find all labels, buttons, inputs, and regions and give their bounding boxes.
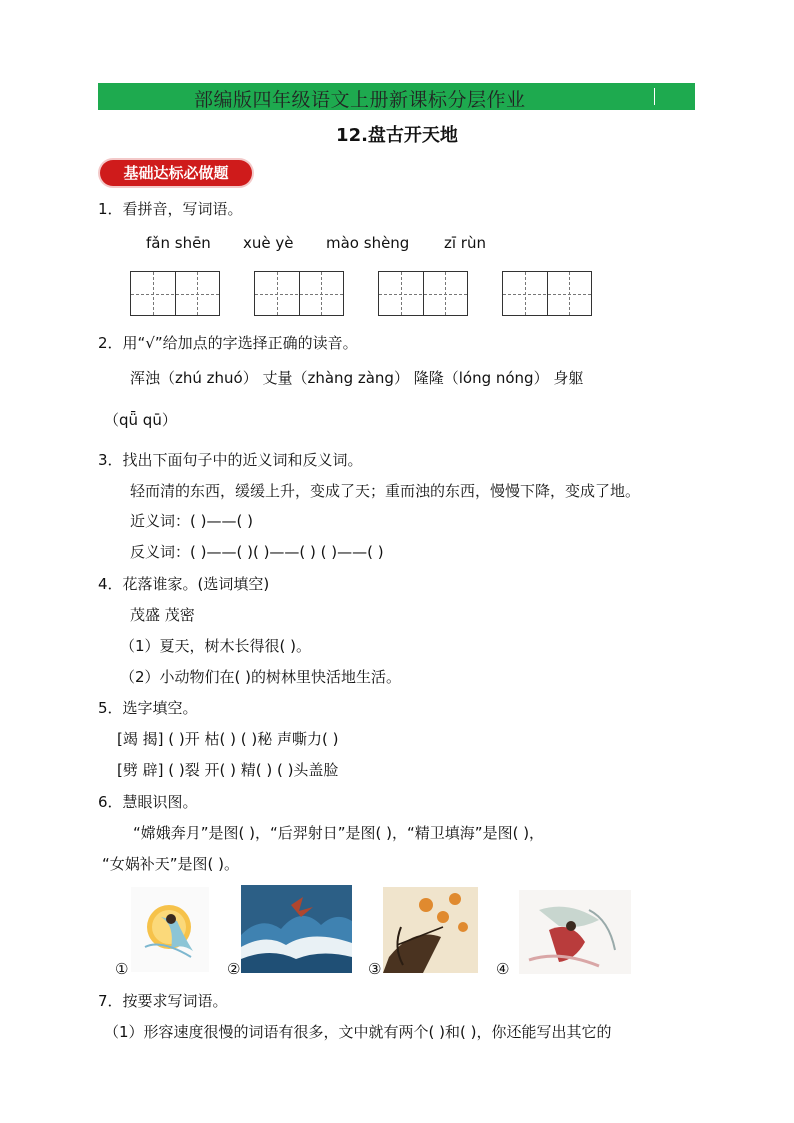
q3-sentence: 轻而清的东西，缓缓上升，变成了天；重而浊的东西，慢慢下降，变成了地。: [130, 482, 641, 500]
q7-item1: （1）形容速度很慢的词语有很多，文中就有两个( )和( )，你还能写出其它的: [104, 1023, 612, 1041]
q4-item1: （1）夏天，树木长得很( )。: [120, 637, 312, 655]
q6-prompt: 6．慧眼识图。: [98, 793, 198, 811]
change-moon-image: [131, 887, 209, 972]
section-badge: 基础达标必做题: [100, 160, 252, 186]
q4-prompt: 4．花落谁家。(选词填空): [98, 575, 270, 593]
q3-antonym: 反义词：( )——( )( )——( ) ( )——( ): [130, 543, 384, 561]
pinyin-2: xuè yè: [243, 234, 294, 252]
q5-row2: [劈 辟] ( )裂 开( ) 精( ) ( )头盖脸: [117, 761, 339, 779]
writing-grid[interactable]: [254, 271, 344, 316]
q4-item2: （2）小动物们在( )的树林里快活地生活。: [120, 668, 402, 686]
image-label-4: ④: [496, 960, 510, 978]
header-banner: [98, 83, 695, 110]
writing-grid[interactable]: [502, 271, 592, 316]
pinyin-1: fǎn shēn: [146, 234, 211, 252]
writing-grid[interactable]: [378, 271, 468, 316]
q1-prompt: 1．看拼音，写词语。: [98, 200, 243, 218]
lesson-title: 12.盘古开天地: [336, 125, 458, 146]
image-label-2: ②: [227, 960, 241, 978]
pinyin-4: zī rùn: [444, 234, 486, 252]
q5-prompt: 5．选字填空。: [98, 699, 198, 717]
jingwei-sea-image: [241, 885, 352, 973]
image-label-1: ①: [115, 960, 129, 978]
q2-prompt: 2．用“√”给加点的字选择正确的读音。: [98, 334, 358, 352]
image-label-3: ③: [368, 960, 382, 978]
q6-line2: “女娲补天”是图( )。: [102, 855, 240, 873]
q7-prompt: 7．按要求写词语。: [98, 992, 228, 1010]
q6-line1: “嫦娥奔月”是图( )，“后羿射日”是图( )，“精卫填海”是图( )，: [133, 824, 545, 842]
houyi-sun-image: [383, 887, 478, 973]
q2-line2: （qǖ qū）: [104, 411, 177, 429]
nuwa-sky-image: [519, 890, 631, 974]
q3-prompt: 3．找出下面句子中的近义词和反义词。: [98, 451, 363, 469]
q4-word-choices: 茂盛 茂密: [130, 606, 195, 624]
q2-line1: 浑浊（zhú zhuó） 丈量（zhàng zàng） 隆隆（lóng nóng） 身躯: [130, 369, 584, 387]
q5-row1: [竭 揭] ( )开 枯( ) ( )秘 声嘶力( ): [117, 730, 339, 748]
pinyin-3: mào shèng: [326, 234, 410, 252]
writing-grid[interactable]: [130, 271, 220, 316]
q3-synonym: 近义词：( )——( ): [130, 512, 253, 530]
banner-divider: [654, 88, 655, 105]
banner-text: 部编版四年级语文上册新课标分层作业: [194, 89, 526, 111]
